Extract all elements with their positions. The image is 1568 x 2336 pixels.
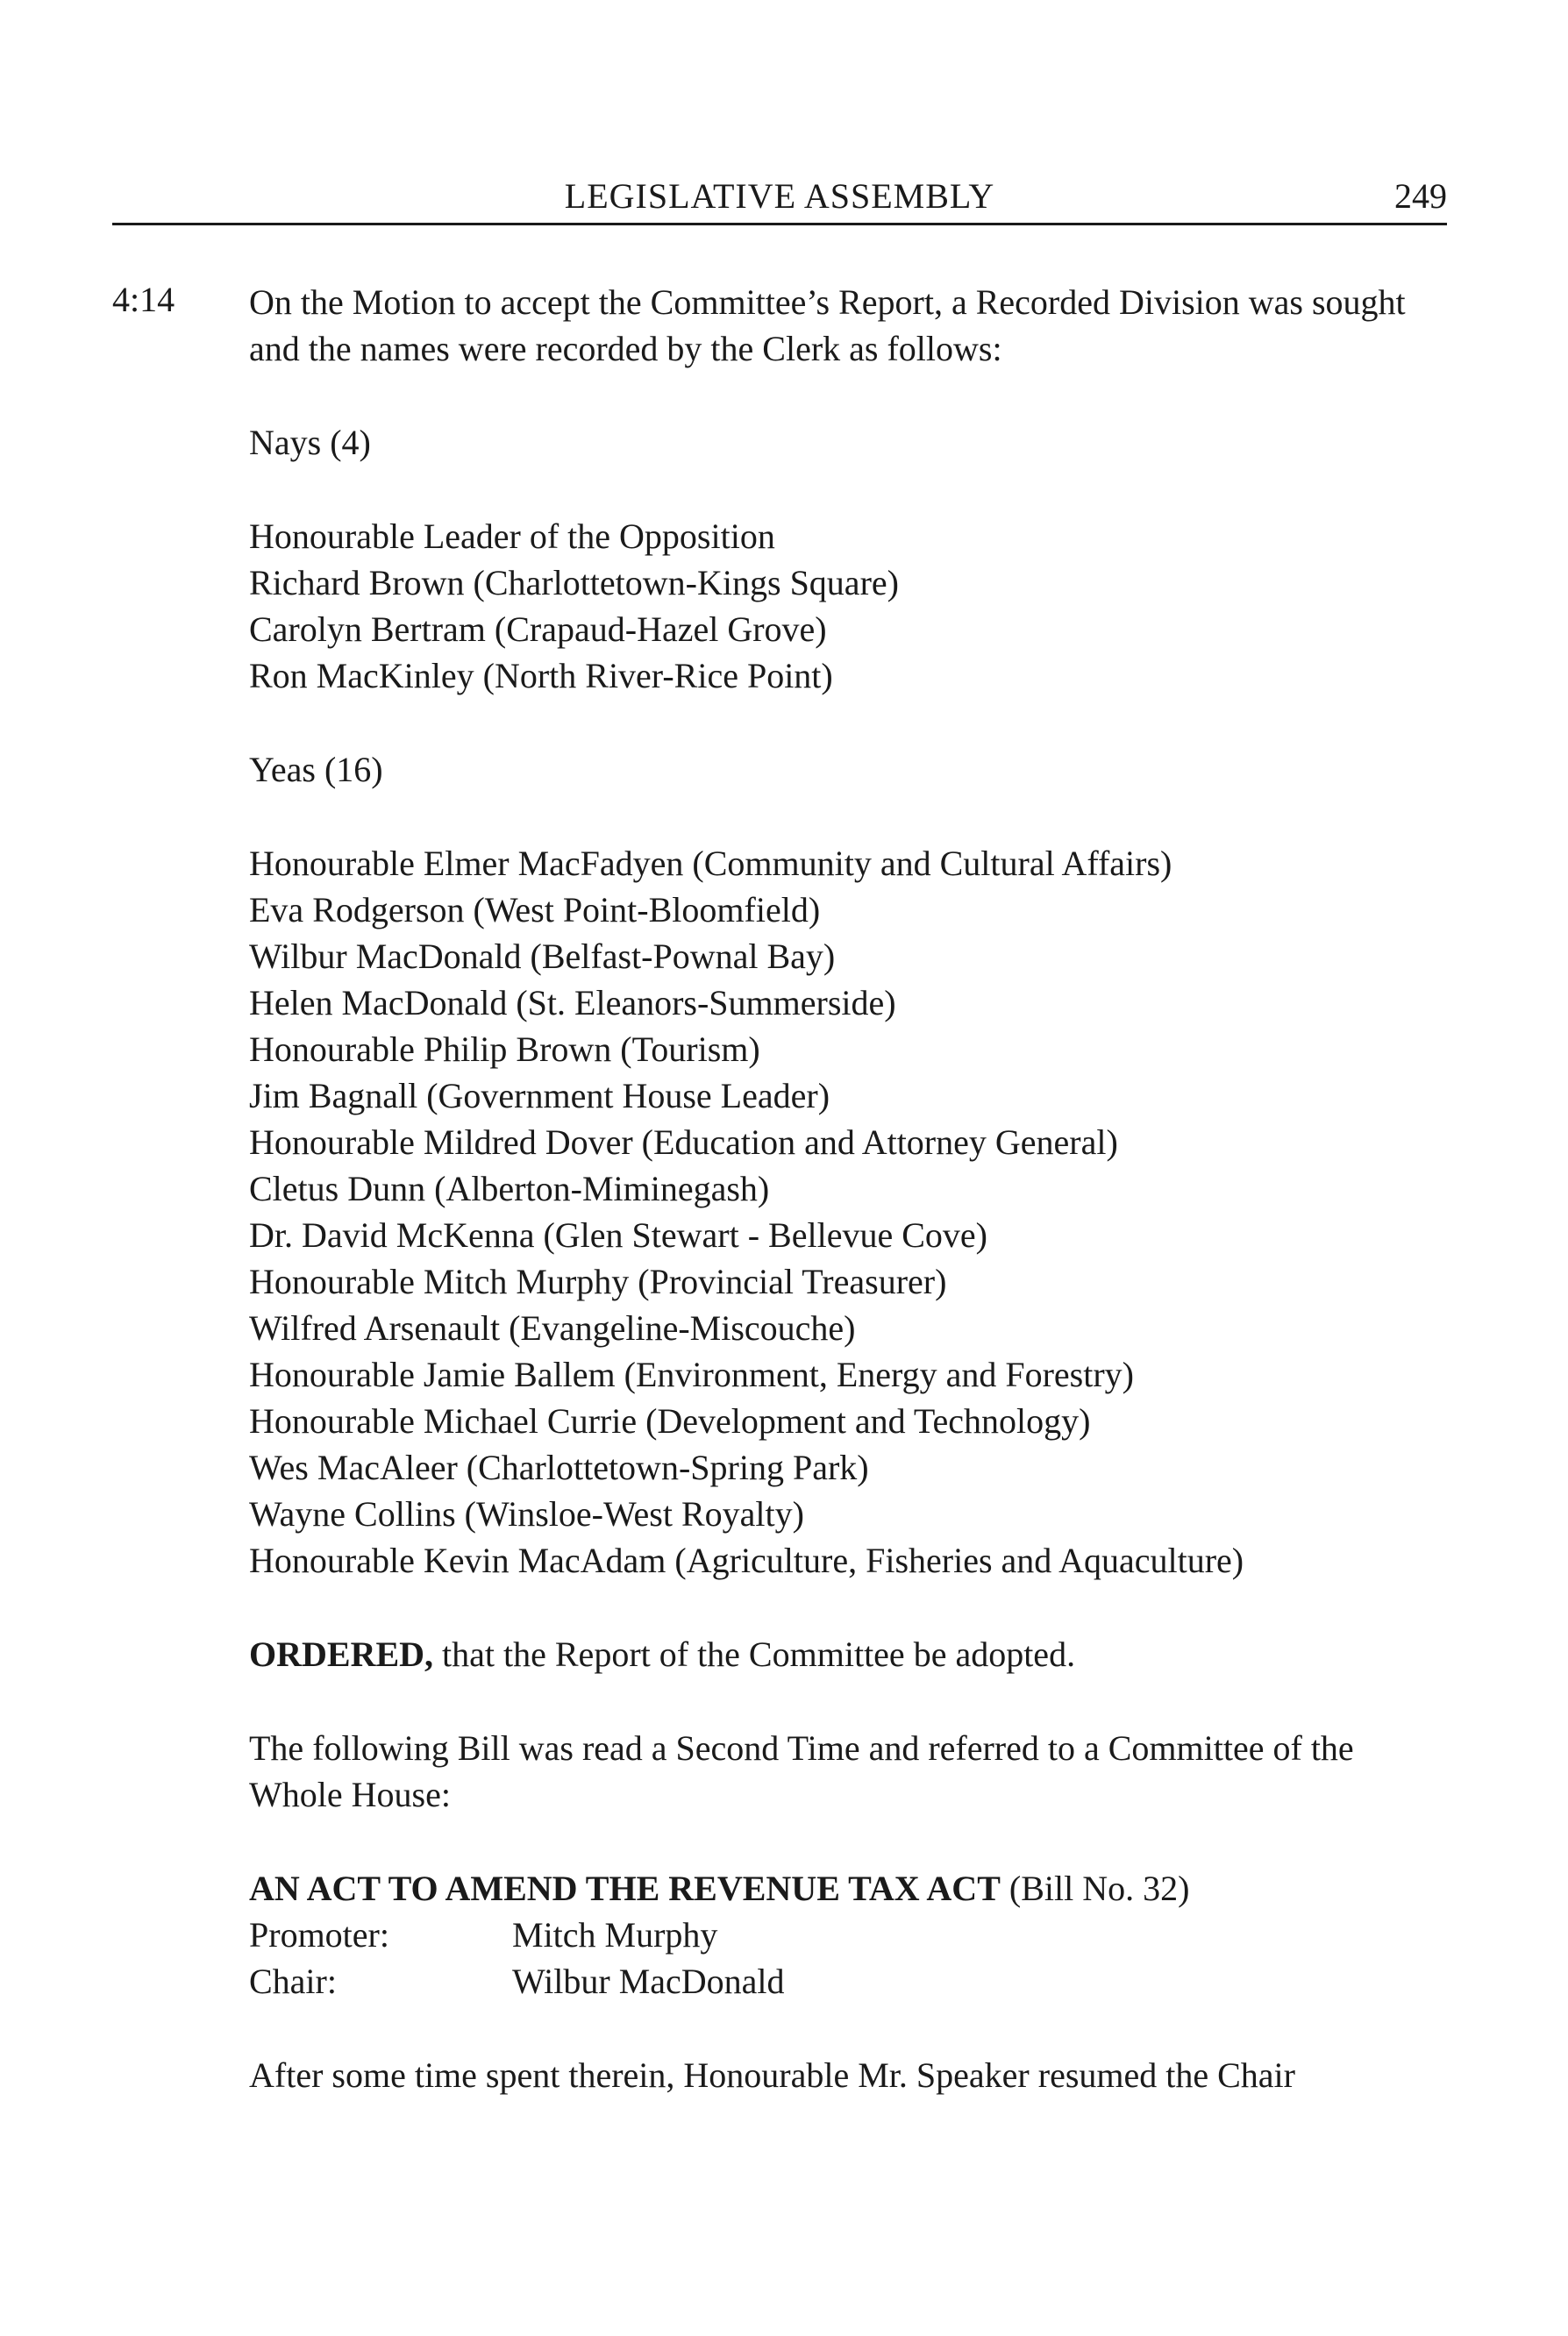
list-item: Dr. David McKenna (Glen Stewart - Bellevue Cove) <box>249 1215 987 1255</box>
act-bill-number: (Bill No. 32) <box>1000 1869 1190 1908</box>
list-item: Wilfred Arsenault (Evangeline-Miscouche) <box>249 1308 856 1348</box>
chair-row <box>249 1958 1447 2005</box>
chair-name: Wilbur MacDonald <box>512 1962 785 2001</box>
ordered-text: that the Report of the Committee be adopted. <box>433 1634 1076 1674</box>
yeas-heading: Yeas (16) <box>249 750 383 789</box>
list-item: Eva Rodgerson (West Point-Bloomfield) <box>249 890 821 929</box>
chair-label: Chair: <box>249 1962 337 2001</box>
list-item: Honourable Michael Currie (Development and Technology) <box>249 1401 1091 1441</box>
ordered-label: ORDERED, <box>249 1634 434 1674</box>
promoter-label: Promoter: <box>249 1915 389 1955</box>
list-item: Wayne Collins (Winsloe-West Royalty) <box>249 1494 804 1534</box>
list-item: Helen MacDonald (St. Eleanors-Summerside) <box>249 983 896 1022</box>
list-item: Jim Bagnall (Government House Leader) <box>249 1076 830 1115</box>
list-item: Honourable Jamie Ballem (Environment, Energy and Forestry) <box>249 1355 1135 1394</box>
act-heading <box>249 1865 1447 1912</box>
promoter-name: Mitch Murphy <box>512 1915 718 1955</box>
list-item: Richard Brown (Charlottetown-Kings Square) <box>249 563 899 602</box>
list-item: Cletus Dunn (Alberton-Miminegash) <box>249 1169 770 1208</box>
list-item: Honourable Elmer MacFadyen (Community and Cultural Affairs) <box>249 844 1172 883</box>
running-header <box>112 172 1447 225</box>
list-item: Wilbur MacDonald (Belfast-Pownal Bay) <box>249 937 836 976</box>
yeas-list <box>249 840 1447 1584</box>
list-item: Honourable Kevin MacAdam (Agriculture, Fisheries and Aquaculture) <box>249 1541 1244 1580</box>
nays-list <box>249 513 1447 699</box>
ordered-paragraph <box>249 1631 1447 1677</box>
list-item: Honourable Mitch Murphy (Provincial Treasurer) <box>249 1262 947 1301</box>
closing-paragraph: After some time spent therein, Honourable Mr. Speaker resumed the Chair <box>249 2055 1295 2095</box>
bill-intro-paragraph: The following Bill was read a Second Time and referred to a Committee of the Whole House: <box>249 1728 1354 1814</box>
list-item: Wes MacAleer (Charlottetown-Spring Park) <box>249 1448 869 1487</box>
list-item: Carolyn Bertram (Crapaud-Hazel Grove) <box>249 609 827 649</box>
list-item: Honourable Mildred Dover (Education and Attorney General) <box>249 1122 1118 1162</box>
promoter-row <box>249 1912 1447 1958</box>
header-title: LEGISLATIVE ASSEMBLY <box>564 176 995 216</box>
nays-heading: Nays (4) <box>249 423 371 462</box>
list-item: Honourable Philip Brown (Tourism) <box>249 1029 760 1069</box>
page-number: 249 <box>1394 176 1447 216</box>
list-item: Honourable Leader of the Opposition <box>249 516 775 556</box>
entry-number: 4:14 <box>112 280 175 319</box>
entry-body <box>249 279 1447 2098</box>
motion-paragraph: On the Motion to accept the Committee’s Report, a Recorded Division was sought and the names were recorded by the Clerk as follows: <box>249 282 1406 368</box>
act-title: AN ACT TO AMEND THE REVENUE TAX ACT <box>249 1869 1001 1908</box>
list-item: Ron MacKinley (North River-Rice Point) <box>249 656 833 695</box>
